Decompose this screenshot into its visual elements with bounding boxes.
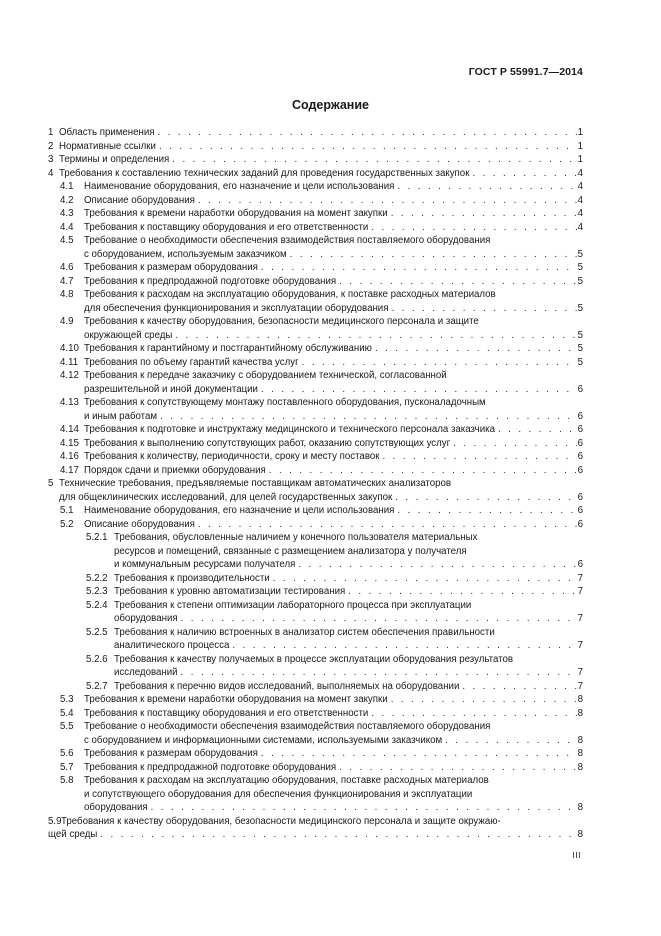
- toc-entry[interactable]: [48, 234, 583, 261]
- toc-page: 6: [577, 451, 583, 462]
- toc-entry[interactable]: [48, 356, 583, 370]
- toc-entry[interactable]: [48, 369, 583, 396]
- toc-page: 6: [577, 505, 583, 516]
- toc-number: 4.9: [60, 316, 74, 327]
- toc-number: 4.17: [60, 464, 79, 476]
- toc-entry[interactable]: [48, 815, 583, 842]
- toc-leader-dots: [495, 423, 577, 437]
- standard-designation: ГОСТ Р 55991.7—2014: [468, 66, 583, 78]
- toc-number: 4.2: [60, 194, 74, 206]
- toc-number: 4.10: [60, 343, 79, 354]
- toc-leader-dots: [266, 464, 577, 478]
- toc-leader-dots: [388, 693, 577, 707]
- toc-page: 6: [577, 559, 583, 570]
- toc-leader-dots: [178, 612, 577, 626]
- toc-number: 5.1: [60, 505, 74, 516]
- toc-title: Требования к составлению технических заданий для проведения государственных закупок: [59, 167, 470, 179]
- toc-number: 5.7: [60, 761, 74, 773]
- toc-page: 4: [577, 208, 583, 219]
- toc-title: Требования к времени наработки оборудования на момент закупки: [84, 208, 388, 219]
- toc-page: 5: [577, 329, 583, 341]
- toc-entry[interactable]: [48, 288, 583, 315]
- toc-leader-dots: [368, 707, 576, 721]
- toc-leader-dots: [258, 383, 577, 397]
- toc-page: 6: [577, 464, 583, 476]
- toc-page: 5: [577, 356, 583, 368]
- toc-title: Наименование оборудования, его назначение и цели использования: [84, 505, 395, 516]
- toc-entry[interactable]: [48, 221, 583, 235]
- toc-title: и коммунальным ресурсами получателя: [114, 559, 296, 570]
- toc-title: оборудования: [84, 802, 148, 813]
- toc-page: 8: [577, 707, 583, 719]
- toc-page: 1: [577, 140, 583, 152]
- toc-entry[interactable]: [48, 599, 583, 626]
- toc-number: 4.3: [60, 208, 74, 219]
- toc-title: Требования к выполнению сопутствующих работ, оказанию сопутствующих услуг: [84, 437, 451, 449]
- toc-number: 4.1: [60, 181, 74, 192]
- toc-title: Описание оборудования: [84, 518, 195, 530]
- toc-title: Требования к размерам оборудования: [84, 748, 258, 759]
- toc-title: Требования к подготовке и инструктажу медицинского и технического персонала заказчика: [84, 424, 495, 435]
- toc-number: 5.2.4: [86, 599, 108, 611]
- toc-leader-dots: [368, 221, 576, 235]
- toc-title: Требования к предпродажной подготовке оборудования: [84, 761, 337, 773]
- toc-title: Требования к качеству оборудования, безопасности медицинского персонала и защите окружаю-: [61, 815, 501, 827]
- toc-entry[interactable]: [48, 423, 583, 437]
- toc-entry[interactable]: [48, 653, 583, 680]
- toc-page: 6: [577, 383, 583, 395]
- toc-leader-dots: [172, 329, 576, 343]
- toc-leader-dots: [157, 410, 577, 424]
- toc-title: Требования к расходам на эксплуатацию оборудования, поставке расходных материалов: [84, 775, 489, 786]
- toc-entry[interactable]: [48, 477, 583, 504]
- toc-number: 5.2.6: [86, 653, 108, 665]
- toc-leader-dots: [299, 356, 577, 370]
- toc-title: и сопутствующего оборудования для обеспечения функционирования и эксплуатации: [84, 788, 473, 800]
- toc-page: 1: [577, 154, 583, 165]
- toc-entry[interactable]: [48, 167, 583, 181]
- toc-number: 4.7: [60, 275, 74, 287]
- toc-entry[interactable]: [48, 315, 583, 342]
- toc-number: 4.8: [60, 289, 74, 300]
- toc-page: 4: [577, 221, 583, 233]
- toc-number: 2: [48, 140, 54, 152]
- page-title: Содержание: [291, 98, 369, 112]
- toc-leader-dots: [388, 207, 577, 221]
- toc-page: 5: [577, 343, 583, 354]
- toc-leader-dots: [258, 747, 577, 761]
- toc-entry[interactable]: [48, 518, 583, 532]
- toc-page: 7: [577, 586, 583, 597]
- toc-title: исследований: [114, 667, 178, 678]
- toc-title: Порядок сдачи и приемки оборудования: [84, 464, 266, 476]
- toc-entry[interactable]: [48, 531, 583, 572]
- toc-number: 5.2.3: [86, 586, 108, 597]
- toc-page: 7: [577, 680, 583, 692]
- toc-entry[interactable]: [48, 207, 583, 221]
- toc-entry[interactable]: [48, 126, 583, 140]
- toc-title: Термины и определения: [59, 154, 170, 165]
- toc-title: Требования к сопутствующему монтажу поставленного оборудования, пусконаладочным: [84, 397, 486, 408]
- toc-number: 5.6: [60, 748, 74, 759]
- toc-title: Требования к поставщику оборудования и его ответственности: [84, 221, 369, 233]
- toc-leader-dots: [392, 491, 576, 505]
- toc-leader-dots: [459, 680, 576, 694]
- toc-number: 5.2.7: [86, 680, 108, 692]
- toc-number: 5.2.1: [86, 532, 108, 543]
- toc-leader-dots: [287, 248, 577, 262]
- toc-entry[interactable]: [48, 342, 583, 356]
- toc-title: Требования к размерам оборудования: [84, 262, 258, 273]
- toc-leader-dots: [97, 828, 576, 842]
- toc-leader-dots: [258, 261, 577, 275]
- toc-number: 5.9: [48, 815, 62, 827]
- toc-leader-dots: [155, 126, 577, 140]
- toc-number: 4.13: [60, 397, 79, 408]
- toc-page: 8: [577, 802, 583, 813]
- toc-leader-dots: [270, 572, 577, 586]
- toc-page: 7: [577, 572, 583, 584]
- toc-page: 6: [577, 437, 583, 449]
- toc-number: 5.4: [60, 707, 74, 719]
- toc-title: Требования к расходам на эксплуатацию оборудования, к поставке расходных материалов: [84, 289, 496, 300]
- toc-page: 1: [577, 127, 583, 138]
- toc-title: Требование о необходимости обеспечения взаимодействия поставляемого оборудования: [84, 235, 491, 246]
- toc-leader-dots: [450, 437, 576, 451]
- toc-entry[interactable]: [48, 707, 583, 721]
- toc-title: окружающей среды: [84, 329, 173, 341]
- toc-title: разрешительной и иной документации: [84, 383, 258, 395]
- toc-page: 4: [577, 181, 583, 192]
- toc-entry[interactable]: [48, 626, 583, 653]
- toc-entry[interactable]: [48, 464, 583, 478]
- toc-page: 5: [577, 302, 583, 314]
- toc-page: 6: [577, 410, 583, 422]
- toc-title: для обеспечения функционирования и эксплуатации оборудования: [84, 302, 389, 314]
- toc-leader-dots: [195, 194, 577, 208]
- toc-page: 6: [577, 424, 583, 435]
- toc-page: 4: [577, 194, 583, 206]
- toc-page: 4: [577, 167, 583, 179]
- toc-title: Описание оборудования: [84, 194, 195, 206]
- toc-page: 5: [577, 275, 583, 287]
- toc-leader-dots: [388, 302, 576, 316]
- toc-entry[interactable]: [48, 153, 583, 167]
- toc-number: 3: [48, 154, 54, 165]
- toc-leader-dots: [148, 801, 577, 815]
- toc-page: 8: [577, 748, 583, 759]
- toc-leader-dots: [394, 504, 576, 518]
- toc-number: 4: [48, 167, 54, 179]
- toc-title: Требования к времени наработки оборудования на момент закупки: [84, 694, 388, 705]
- toc-number: 4.12: [60, 370, 79, 381]
- toc-leader-dots: [178, 666, 577, 680]
- toc-title: Требования к уровню автоматизации тестирования: [114, 586, 346, 597]
- toc-leader-dots: [442, 734, 576, 748]
- toc-title: Требования, обусловленные наличием у конечного пользователя материальных: [114, 532, 478, 543]
- toc-title: Наименование оборудования, его назначение и цели использования: [84, 181, 395, 192]
- toc-page: 7: [577, 640, 583, 651]
- toc-number: 4.6: [60, 262, 74, 273]
- page-number: III: [572, 850, 581, 860]
- toc-entry[interactable]: [48, 720, 583, 747]
- toc-title: Требования к количеству, периодичности, сроку и месту поставок: [84, 451, 380, 462]
- toc-title: Требования к поставщику оборудования и его ответственности: [84, 707, 369, 719]
- toc-title: Область применения: [59, 127, 155, 138]
- toc-leader-dots: [156, 140, 577, 154]
- toc-title: с оборудованием и информационными системами, используемыми заказчиком: [84, 734, 443, 746]
- toc-title: для общеклинических исследований, для целей государственных закупок: [59, 491, 393, 503]
- toc-entry[interactable]: [48, 450, 583, 464]
- table-of-contents: [48, 126, 583, 842]
- toc-leader-dots: [372, 342, 577, 356]
- toc-title: Требования к наличию встроенных в анализатор систем обеспечения правильности: [114, 626, 495, 638]
- toc-page: 5: [577, 262, 583, 273]
- toc-page: 8: [577, 734, 583, 746]
- toc-leader-dots: [195, 518, 577, 532]
- toc-entry[interactable]: [48, 680, 583, 694]
- toc-title: щей среды: [48, 829, 98, 840]
- toc-entry[interactable]: [48, 437, 583, 451]
- toc-page: 6: [577, 518, 583, 530]
- toc-title: Требования к степени оптимизации лабораторного процесса при эксплуатации: [114, 599, 472, 611]
- toc-leader-dots: [394, 180, 576, 194]
- toc-leader-dots: [469, 167, 576, 181]
- toc-number: 4.15: [60, 437, 79, 449]
- toc-title: Требования к гарантийному и постгарантийному обслуживанию: [84, 343, 372, 354]
- toc-entry[interactable]: [48, 504, 583, 518]
- toc-entry[interactable]: [48, 747, 583, 761]
- toc-page: 7: [577, 613, 583, 624]
- toc-entry[interactable]: [48, 396, 583, 423]
- toc-leader-dots: [295, 558, 576, 572]
- toc-page: 5: [577, 248, 583, 260]
- toc-title: Требования к качеству получаемых в процессе эксплуатации оборудования результатов: [114, 653, 514, 665]
- toc-number: 4.11: [60, 356, 79, 368]
- toc-page: 8: [577, 761, 583, 773]
- toc-number: 1: [48, 127, 54, 138]
- toc-number: 4.16: [60, 451, 79, 462]
- toc-number: 5.2.5: [86, 626, 108, 638]
- toc-title: Требования к перечню видов исследований, выполняемых на оборудовании: [114, 680, 460, 692]
- toc-entry[interactable]: [48, 180, 583, 194]
- toc-leader-dots: [336, 761, 576, 775]
- toc-title: аналитического процесса: [114, 640, 230, 651]
- toc-number: 5.2: [60, 518, 74, 530]
- toc-title: Технические требования, предъявляемые поставщикам автоматических анализаторов: [59, 478, 452, 489]
- toc-number: 4.14: [60, 424, 79, 435]
- toc-title: Требования к предпродажной подготовке оборудования: [84, 275, 337, 287]
- toc-entry[interactable]: [48, 140, 583, 154]
- toc-title: Требования к производительности: [114, 572, 270, 584]
- toc-entry[interactable]: [48, 761, 583, 775]
- toc-entry[interactable]: [48, 693, 583, 707]
- toc-title: ресурсов и помещений, связанные с размещением анализатора у получателя: [114, 545, 467, 557]
- toc-title: с оборудованием, используемым заказчиком: [84, 248, 287, 260]
- toc-number: 4.5: [60, 235, 74, 246]
- toc-leader-dots: [169, 153, 576, 167]
- toc-title: и иным работам: [84, 410, 158, 422]
- toc-number: 4.4: [60, 221, 74, 233]
- toc-page: 6: [577, 491, 583, 503]
- toc-number: 5.5: [60, 721, 74, 732]
- toc-title: Требование о необходимости обеспечения взаимодействия поставляемого оборудования: [84, 721, 491, 732]
- toc-leader-dots: [229, 639, 576, 653]
- toc-entry[interactable]: [48, 572, 583, 586]
- toc-entry[interactable]: [48, 585, 583, 599]
- toc-title: Нормативные ссылки: [59, 140, 156, 152]
- toc-leader-dots: [336, 275, 576, 289]
- toc-number: 5.8: [60, 775, 74, 786]
- toc-entry[interactable]: [48, 774, 583, 815]
- toc-entry[interactable]: [48, 275, 583, 289]
- toc-title: Требования по объему гарантий качества услуг: [84, 356, 299, 368]
- toc-entry[interactable]: [48, 261, 583, 275]
- toc-leader-dots: [380, 450, 577, 464]
- toc-title: оборудования: [114, 613, 178, 624]
- toc-page: 7: [577, 667, 583, 678]
- toc-title: Требования к качеству оборудования, безопасности медицинского персонала и защите: [84, 316, 479, 327]
- toc-leader-dots: [345, 585, 576, 599]
- toc-number: 5.2.2: [86, 572, 108, 584]
- toc-number: 5: [48, 478, 54, 489]
- toc-title: Требования к передаче заказчику с оборудованием технической, согласованной: [84, 370, 447, 381]
- toc-page: 8: [577, 694, 583, 705]
- toc-entry[interactable]: [48, 194, 583, 208]
- toc-page: 8: [577, 829, 583, 840]
- toc-number: 5.3: [60, 694, 74, 705]
